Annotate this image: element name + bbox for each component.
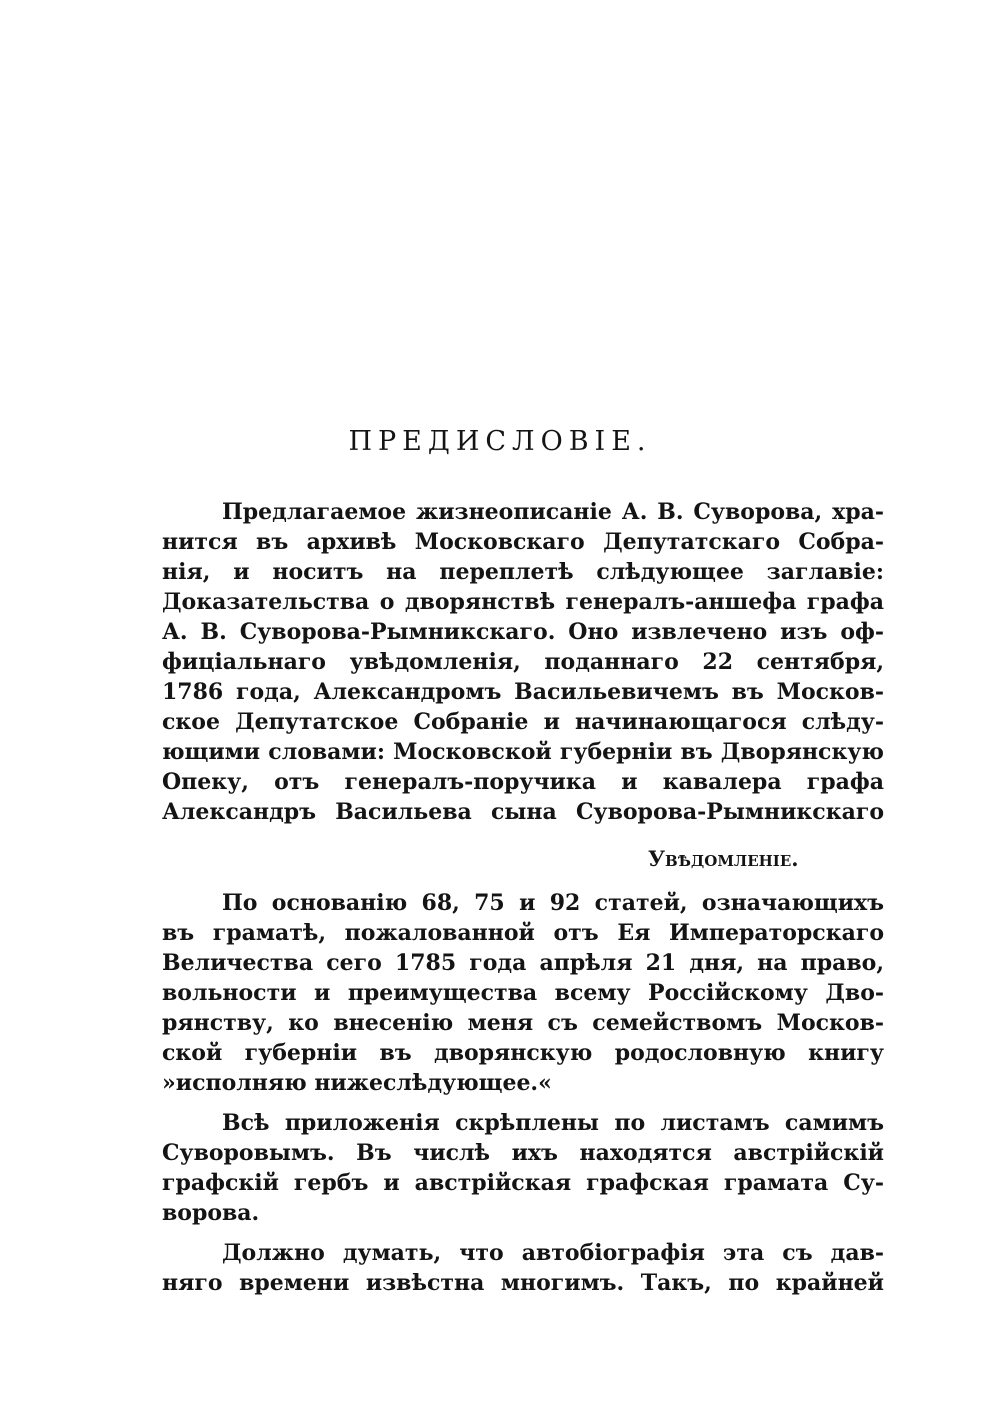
paragraph-2-line-1: По основанію 68, 75 и 92 статей, означающихъ — [222, 890, 884, 916]
paragraph-1-line-10: Опеку, отъ генералъ-поручика и кавалера графа — [162, 769, 884, 795]
paragraph-1-line-3: нія, и носитъ на переплетѣ слѣдующее заглавіе: — [162, 559, 884, 585]
paragraph-1-line-11: Александръ Васильева сына Суворова-Рымникскаго — [162, 799, 884, 825]
section-subheading: Увѣдомленіе. — [648, 846, 799, 871]
paragraph-3-line-3: графскій гербъ и австрійская графская грамата Су- — [162, 1170, 884, 1196]
paragraph-1-line-7: 1786 года, Александромъ Васильевичемъ въ Москов- — [162, 679, 884, 705]
paragraph-2-line-6: ской губерніи въ дворянскую родословную книгу — [162, 1040, 884, 1066]
paragraph-4-line-1: Должно думать, что автобіографія эта съ дав- — [222, 1240, 884, 1266]
paragraph-4-line-2: няго времени извѣстна многимъ. Такъ, по крайней — [162, 1270, 884, 1296]
paragraph-3-line-4: ворова. — [162, 1200, 260, 1226]
paragraph-2-line-4: вольности и преимущества всему Россійскому Дво- — [162, 980, 884, 1006]
paragraph-2-line-3: Величества сего 1785 года апрѣля 21 дня, на право, — [162, 950, 884, 976]
paragraph-1-line-4: Доказательства о дворянствѣ генералъ-аншефа графа — [162, 589, 884, 615]
page-title: ПРЕДИСЛОВІЕ. — [348, 426, 652, 457]
paragraph-1-line-8: ское Депутатское Собраніе и начинающагося слѣду- — [162, 709, 884, 735]
paragraph-1-line-9: ющими словами: Московской губерніи въ Дворянскую — [162, 739, 884, 765]
paragraph-1-line-2: нится въ архивѣ Московскаго Депутатскаго Собра- — [162, 529, 884, 555]
paragraph-3-line-1: Всѣ приложенія скрѣплены по листамъ самимъ — [222, 1110, 884, 1136]
paragraph-1-line-6: фиціальнаго увѣдомленія, поданнаго 22 сентября, — [162, 649, 884, 675]
paragraph-2-line-2: въ граматѣ, пожалованной отъ Ея Императорскаго — [162, 920, 884, 946]
paragraph-2-line-5: рянству, ко внесенію меня съ семействомъ Москов- — [162, 1010, 884, 1036]
paragraph-2-line-7: »исполняю нижеслѣдующее.« — [162, 1070, 552, 1096]
paragraph-1-line-1: Предлагаемое жизнеописаніе А. В. Суворова, хра- — [222, 499, 884, 525]
paragraph-1-line-5: А. В. Суворова-Рымникскаго. Оно извлечено изъ оф- — [162, 619, 884, 645]
paragraph-3-line-2: Суворовымъ. Въ числѣ ихъ находятся австрійскій — [162, 1140, 884, 1166]
